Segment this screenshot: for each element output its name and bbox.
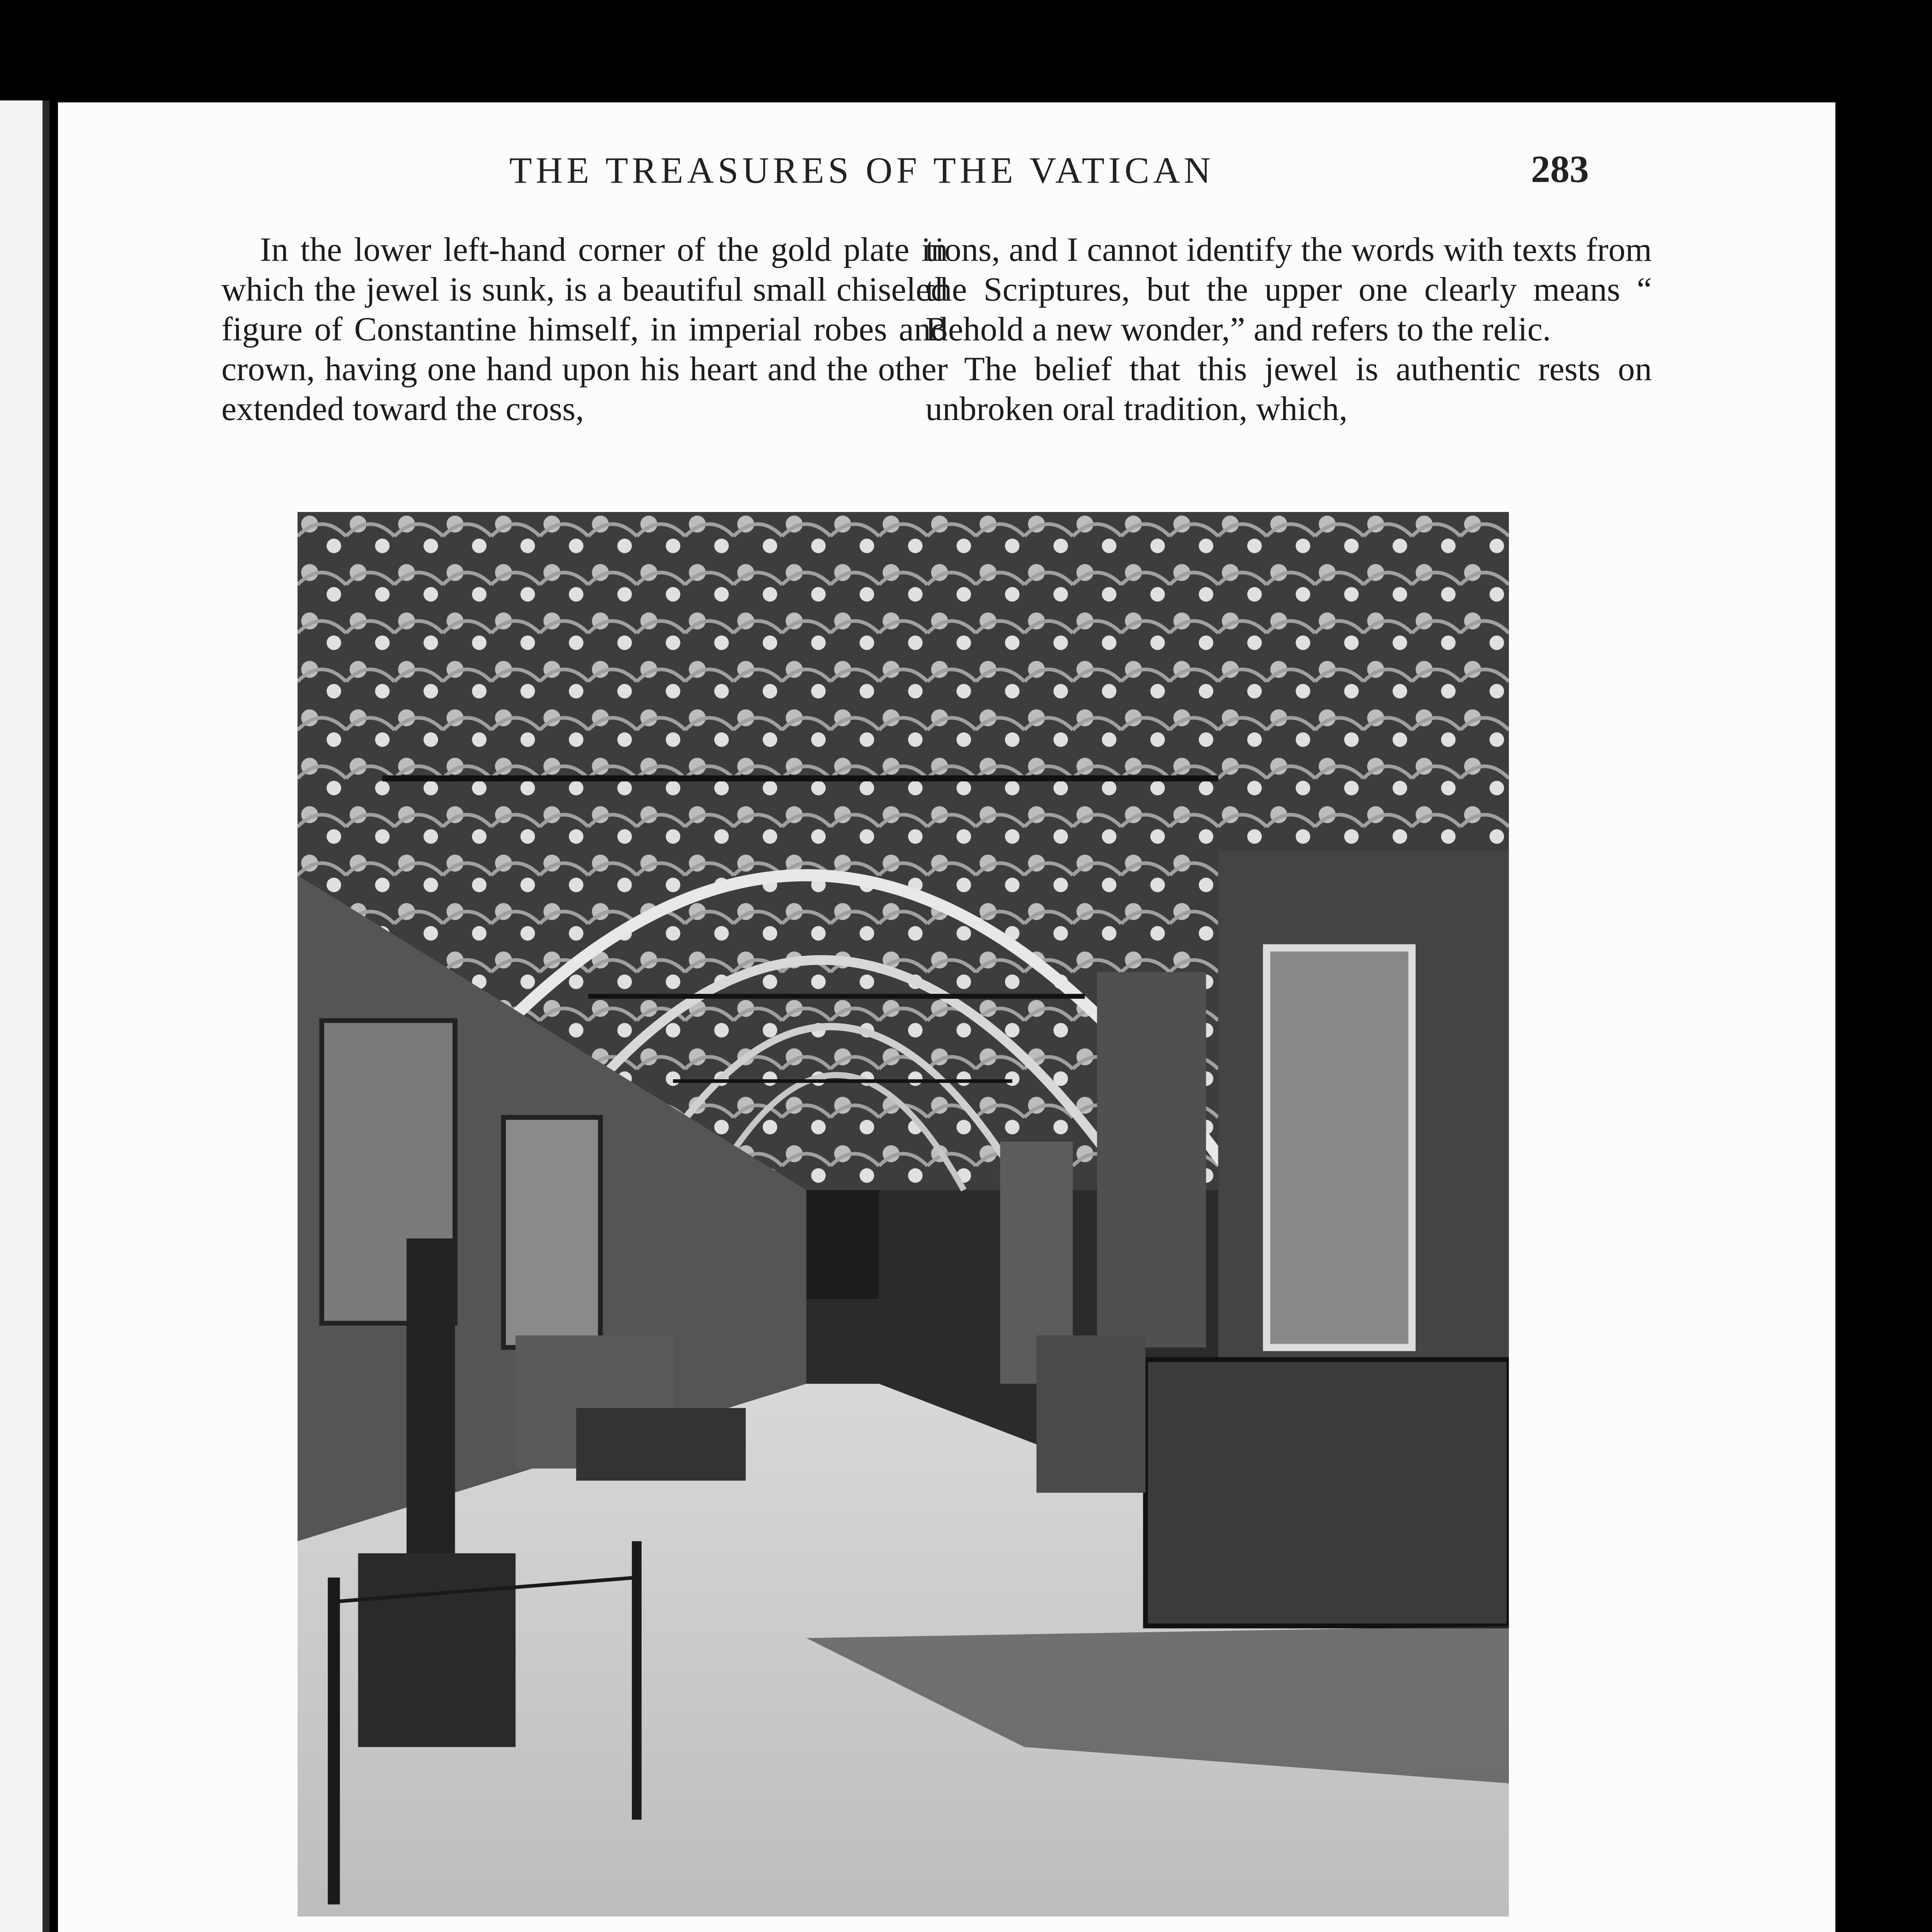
photo-illustration: [298, 512, 1509, 1917]
page-number: 283: [1531, 148, 1589, 190]
library-hall-photo: [298, 512, 1509, 1917]
paragraph: tions, and I cannot identify the words with texts from the Scriptures, but the upper one clearly means “ Behold a new wonder,” and refers to the relic.: [925, 231, 1652, 348]
text-column-top-left: [221, 230, 948, 429]
paragraph: In the lower left-hand corner of the gold plate in which the jewel is sunk, is a beautiful small chiseled figure of Constantine himself, in imperial robes and crown, having one hand upon his heart and the other extended toward the cross,: [221, 231, 948, 428]
left-page-edge: [0, 100, 49, 1932]
running-title: THE TREASURES OF THE VATICAN: [509, 150, 1215, 191]
text-column-top-right: [925, 230, 1652, 429]
paragraph: The belief that this jewel is authentic rests on unbroken oral tradition, which,: [925, 350, 1652, 428]
